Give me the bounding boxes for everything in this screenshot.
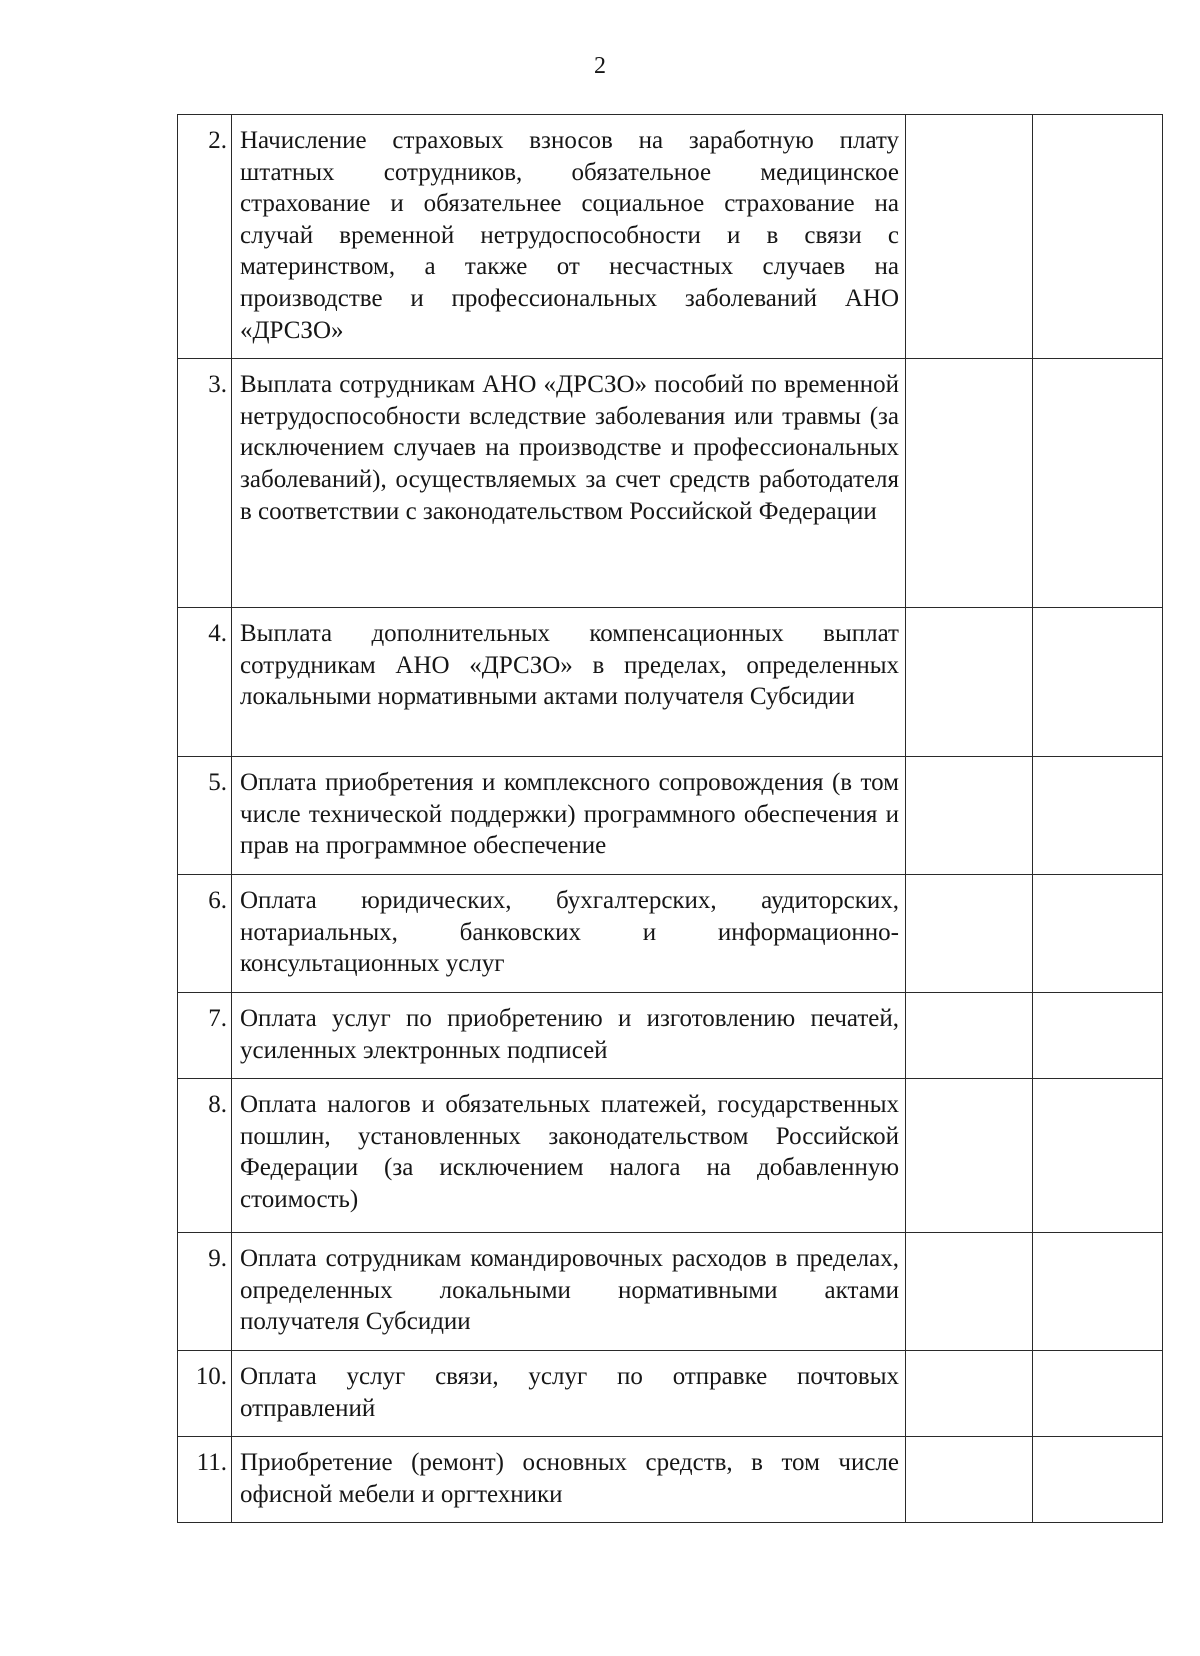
row-description: Приобретение (ремонт) основных средств, в том числе офисной мебели и оргтехники [232, 1437, 906, 1523]
row-number: 10. [178, 1350, 232, 1436]
row-description: Выплата сотрудникам АНО «ДРСЗО» пособий по временной нетрудоспособности вследствие заболевания или травмы (за исключением случаев на производстве и профессиональных заболеваний), осуществляемых за счет средств работодателя в соответствии с законодательством Российской Федерации [232, 359, 906, 608]
empty-cell [1033, 1233, 1163, 1351]
row-number: 8. [178, 1079, 232, 1233]
row-number: 4. [178, 608, 232, 757]
table-row [178, 359, 1163, 608]
row-description: Оплата юридических, бухгалтерских, аудиторских, нотариальных, банковских и информационно-консультационных услуг [232, 875, 906, 993]
table-row [178, 757, 1163, 875]
empty-cell [1033, 992, 1163, 1078]
row-description: Оплата сотрудникам командировочных расходов в пределах, определенных локальными нормативными актами получателя Субсидии [232, 1233, 906, 1351]
empty-cell [1033, 1079, 1163, 1233]
table-row [178, 1437, 1163, 1523]
empty-cell [906, 359, 1033, 608]
empty-cell [906, 992, 1033, 1078]
table-row [178, 875, 1163, 993]
row-description: Оплата налогов и обязательных платежей, государственных пошлин, установленных законодательством Российской Федерации (за исключением налога на добавленную стоимость) [232, 1079, 906, 1233]
table-row [178, 1350, 1163, 1436]
table-row [178, 1079, 1163, 1233]
empty-cell [906, 1437, 1033, 1523]
empty-cell [906, 115, 1033, 359]
row-number: 9. [178, 1233, 232, 1351]
empty-cell [1033, 608, 1163, 757]
row-description: Выплата дополнительных компенсационных выплат сотрудникам АНО «ДРСЗО» в пределах, определенных локальными нормативными актами получателя Субсидии [232, 608, 906, 757]
empty-cell [906, 1079, 1033, 1233]
expense-items-table [177, 114, 1163, 1523]
row-number: 7. [178, 992, 232, 1078]
row-number: 6. [178, 875, 232, 993]
row-number: 11. [178, 1437, 232, 1523]
table-row [178, 115, 1163, 359]
table-row [178, 1233, 1163, 1351]
empty-cell [906, 608, 1033, 757]
empty-cell [1033, 1350, 1163, 1436]
empty-cell [1033, 875, 1163, 993]
empty-cell [1033, 359, 1163, 608]
row-description: Оплата услуг связи, услуг по отправке почтовых отправлений [232, 1350, 906, 1436]
table-row [178, 992, 1163, 1078]
empty-cell [1033, 115, 1163, 359]
row-description: Оплата приобретения и комплексного сопровождения (в том числе технической поддержки) программного обеспечения и прав на программное обеспечение [232, 757, 906, 875]
row-description: Начисление страховых взносов на заработную плату штатных сотрудников, обязательное медицинское страхование и обязательнее социальное страхование на случай временной нетрудоспособности и в связи с материнством, а также от несчастных случаев на производстве и профессиональных заболеваний АНО «ДРСЗО» [232, 115, 906, 359]
empty-cell [906, 1350, 1033, 1436]
page-number: 2 [594, 53, 606, 79]
row-number: 2. [178, 115, 232, 359]
row-number: 5. [178, 757, 232, 875]
row-number: 3. [178, 359, 232, 608]
empty-cell [1033, 757, 1163, 875]
empty-cell [1033, 1437, 1163, 1523]
table-row [178, 608, 1163, 757]
empty-cell [906, 1233, 1033, 1351]
empty-cell [906, 875, 1033, 993]
row-description: Оплата услуг по приобретению и изготовлению печатей, усиленных электронных подписей [232, 992, 906, 1078]
empty-cell [906, 757, 1033, 875]
